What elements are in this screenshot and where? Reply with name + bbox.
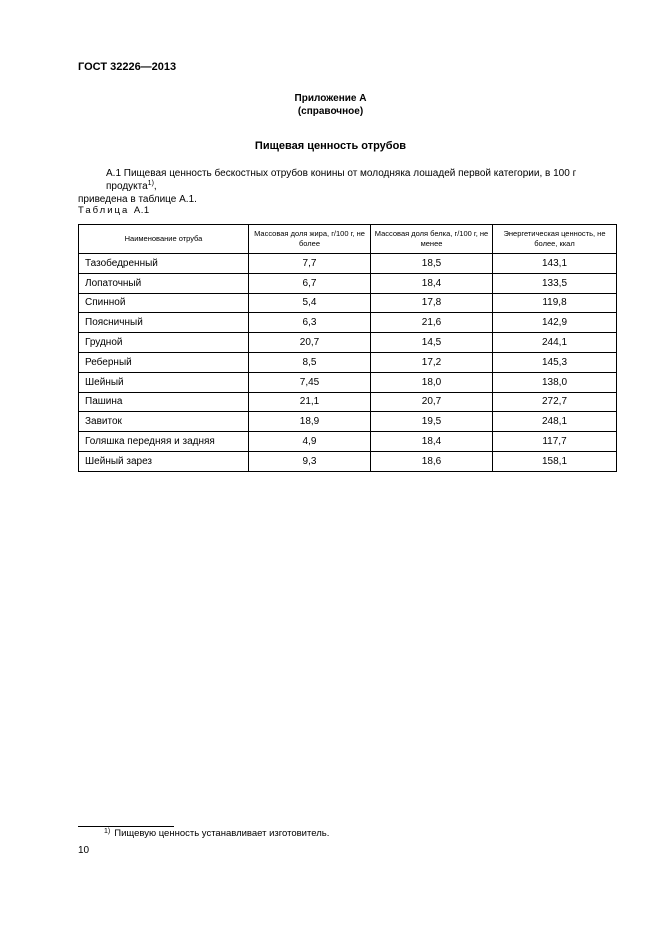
cut-name-cell: Пашина (79, 392, 249, 412)
column-header-cut-name: Наименование отруба (79, 225, 249, 254)
table-caption-number: А.1 (133, 205, 150, 216)
table-row (79, 273, 617, 293)
fat-cell: 7,7 (249, 254, 371, 274)
energy-cell: 138,0 (493, 372, 617, 392)
intro-line-2: приведена в таблице А.1. (78, 194, 197, 205)
table-body (79, 254, 617, 472)
fat-cell: 7,45 (249, 372, 371, 392)
cut-name-cell: Грудной (79, 333, 249, 353)
energy-cell: 145,3 (493, 352, 617, 372)
protein-cell: 19,5 (371, 412, 493, 432)
protein-cell: 18,4 (371, 273, 493, 293)
energy-cell: 248,1 (493, 412, 617, 432)
fat-cell: 20,7 (249, 333, 371, 353)
column-header-protein: Массовая доля белка, г/100 г, не менее (371, 225, 493, 254)
section-title: Пищевая ценность отрубов (254, 140, 407, 152)
table-row (79, 412, 617, 432)
table-row (79, 451, 617, 471)
energy-cell: 158,1 (493, 451, 617, 471)
table-row (79, 293, 617, 313)
cut-name-cell: Завиток (79, 412, 249, 432)
table-caption-label: Таблица (78, 205, 130, 216)
cut-name-cell: Поясничный (79, 313, 249, 333)
table-header-row (79, 225, 617, 254)
table-row (79, 333, 617, 353)
column-header-fat: Массовая доля жира, г/100 г, не более (249, 225, 371, 254)
table-row (79, 432, 617, 452)
footnote (104, 828, 329, 839)
fat-cell: 6,3 (249, 313, 371, 333)
footnote-text: Пищевую ценность устанавливает изготовитель. (114, 828, 330, 839)
energy-cell: 272,7 (493, 392, 617, 412)
energy-cell: 117,7 (493, 432, 617, 452)
protein-cell: 17,2 (371, 352, 493, 372)
fat-cell: 18,9 (249, 412, 371, 432)
cut-name-cell: Реберный (79, 352, 249, 372)
table-row (79, 313, 617, 333)
fat-cell: 5,4 (249, 293, 371, 313)
energy-cell: 133,5 (493, 273, 617, 293)
fat-cell: 21,1 (249, 392, 371, 412)
table-row (79, 254, 617, 274)
protein-cell: 14,5 (371, 333, 493, 353)
fat-cell: 9,3 (249, 451, 371, 471)
appendix-label: Приложение А (294, 93, 367, 104)
column-header-energy: Энергетическая ценность, не более, ккал (493, 225, 617, 254)
table-row (79, 392, 617, 412)
appendix-heading (0, 92, 661, 118)
cut-name-cell: Шейный (79, 372, 249, 392)
cut-name-cell: Тазобедренный (79, 254, 249, 274)
page-number: 10 (78, 845, 90, 856)
footnote-divider (78, 826, 174, 827)
cut-name-cell: Шейный зарез (79, 451, 249, 471)
protein-cell: 18,0 (371, 372, 493, 392)
protein-cell: 21,6 (371, 313, 493, 333)
protein-cell: 20,7 (371, 392, 493, 412)
cut-name-cell: Лопаточный (79, 273, 249, 293)
protein-cell: 18,4 (371, 432, 493, 452)
intro-line-1 (78, 167, 618, 193)
energy-cell: 119,8 (493, 293, 617, 313)
energy-cell: 244,1 (493, 333, 617, 353)
fat-cell: 8,5 (249, 352, 371, 372)
intro-comma: , (153, 181, 157, 192)
nutrition-table (78, 224, 617, 472)
cut-name-cell: Голяшка передняя и задняя (79, 432, 249, 452)
fat-cell: 4,9 (249, 432, 371, 452)
appendix-type: (справочное) (297, 106, 364, 117)
energy-cell: 142,9 (493, 313, 617, 333)
protein-cell: 17,8 (371, 293, 493, 313)
table-caption (78, 205, 150, 216)
footnote-marker: 1) (104, 828, 111, 835)
table-row (79, 372, 617, 392)
footnote-reference: 1) (147, 180, 154, 187)
protein-cell: 18,6 (371, 451, 493, 471)
intro-text: А.1 Пищевая ценность бескостных отрубов конины от молодняка лошадей первой категории, в 100 г продукта (106, 168, 577, 192)
cut-name-cell: Спинной (79, 293, 249, 313)
document-code: ГОСТ 32226—2013 (78, 61, 177, 73)
intro-paragraph (78, 167, 618, 206)
fat-cell: 6,7 (249, 273, 371, 293)
protein-cell: 18,5 (371, 254, 493, 274)
energy-cell: 143,1 (493, 254, 617, 274)
table-row (79, 352, 617, 372)
